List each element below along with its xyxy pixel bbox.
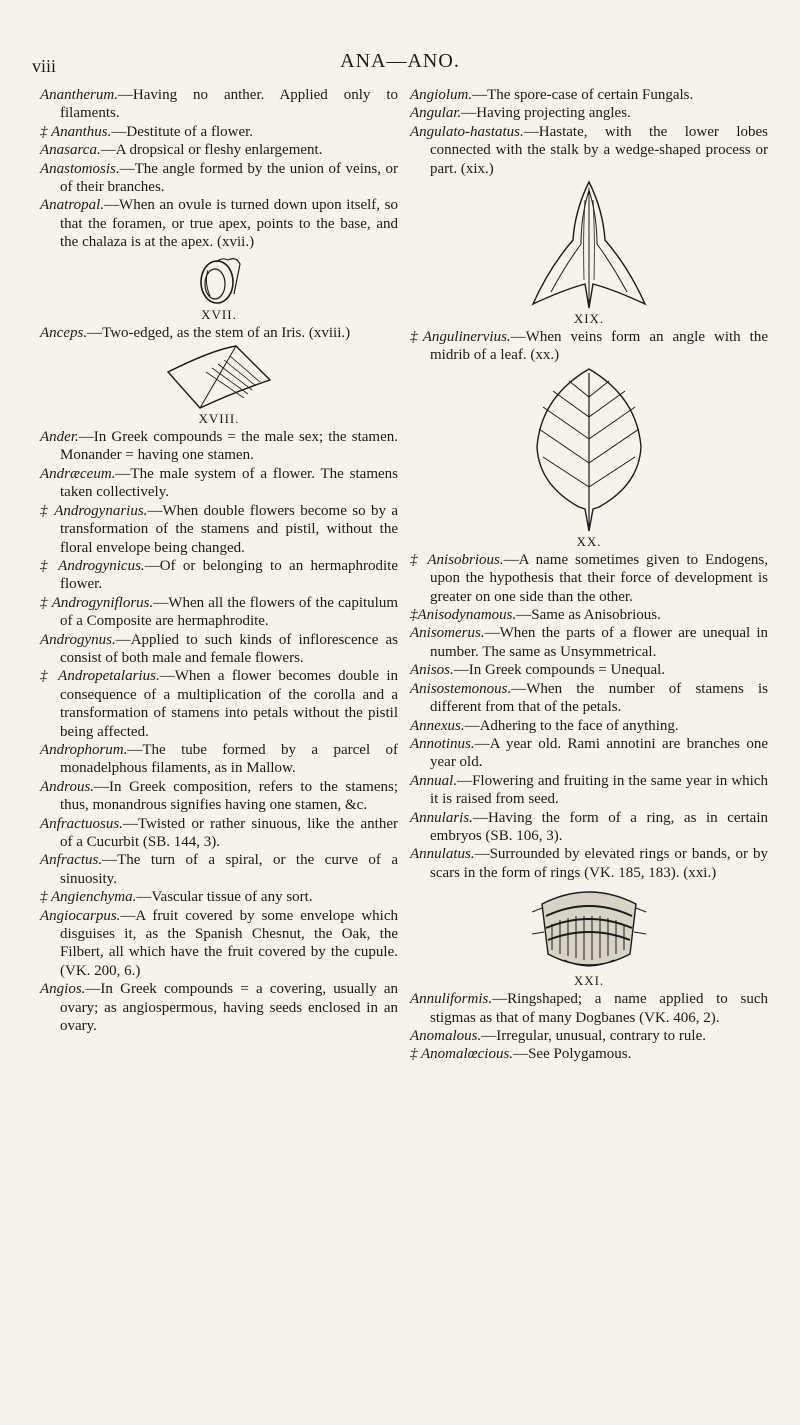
two-edged-stem-illustration (164, 344, 274, 410)
hastate-leaf-illustration (529, 180, 649, 310)
entry-ananthus: ‡ Ananthus.—Destitute of a flower. (40, 123, 254, 140)
entry-anastomosis: Anastomosis.—The angle formed by the union of veins, or of their branches. (40, 160, 398, 196)
entry-annularis: Annularis.—Having the form of a ring, as in certain embryos (SB. 106, 3). (410, 809, 768, 844)
annulate-illustration (524, 884, 654, 972)
entry-angios: Angios.—In Greek compounds = a covering, usually an ovary; as angiospermous, having seeds enclosed in an ovary. (40, 981, 398, 1035)
entry-anomalous: Anomalous.—Irregular, unusual, contrary to rule. (410, 1027, 706, 1044)
entry-androphorum: Androphorum.—The tube formed by a parcel of monadelphous filaments, as in Mallow. (40, 741, 398, 777)
figure-xix (410, 180, 768, 327)
entry-anisos: Anisos.—In Greek compounds = Unequal. (410, 662, 666, 679)
angulinerved-leaf-illustration (529, 367, 649, 533)
entry-androgyniflorus: ‡ Androgyniflorus.—When all the flowers of the capitulum of a Composite are hermaphrodite. (40, 594, 398, 630)
entry-angiocarpus: Angiocarpus.—A fruit covered by some envelope which disguises it, as the Spanish Chesnut, the Oak, the Filbert, all which have the fruit covered by the cupule. (VK. 200, 6.) (40, 907, 398, 979)
entry-annotinus: Annotinus.—A year old. Rami annotini are branches one year old. (410, 735, 768, 771)
page-title: ANA—ANO. (340, 50, 460, 72)
right-column (410, 86, 768, 1064)
entry-anantherum: Anantherum.—Having no anther. Applied only to filaments. (40, 87, 398, 122)
figure-caption: XVIII. (198, 411, 240, 427)
figure-caption: XVII. (201, 306, 237, 322)
entry-androus: Androus.—In Greek composition, refers to the stamens; thus, monandrous signifies having one stamen, &c. (40, 778, 398, 814)
entry-andraeceum: Andræceum.—The male system of a flower. The stamens taken collectively. (40, 465, 398, 501)
entry-annual: Annual.—Flowering and fruiting in the same year in which it is raised from seed. (410, 772, 768, 808)
figure-caption: XX. (576, 533, 602, 549)
figure-xviii (40, 344, 398, 427)
entry-androgynicus: ‡ Androgynicus.—Of or belonging to an hermaphrodite flower. (40, 557, 399, 593)
figure-caption: XIX. (573, 311, 605, 327)
entry-anceps: Anceps.—Two-edged, as the stem of an Iris. (xviii.) (40, 324, 351, 341)
entry-annuliformis: Annuliformis.—Ringshaped; a name applied to such stigmas as that of many Dogbanes (VK. 406, 2). (410, 991, 768, 1026)
entry-angulinervius: ‡Angulinervius.—When veins form an angle with the midrib of a leaf. (xx.) (410, 329, 768, 364)
entry-ander: Ander.—In Greek compounds = the male sex; the stamen. Monander = having one stamen. (40, 429, 398, 464)
entry-anfractus: Anfractus.—The turn of a spiral, or the curve of a sinuosity. (40, 852, 398, 887)
entry-anatropal: Anatropal.—When an ovule is turned down upon itself, so that the foramen, or true apex, points to the base, and the chalaza is at the apex. (xvii.) (40, 197, 398, 251)
entry-androgynarius: ‡ Androgynarius.—When double flowers become so by a transformation of the stamens and pistil, without the floral envelope being changed. (40, 502, 398, 556)
entry-anasarca: Anasarca.—A dropsical or fleshy enlargement. (40, 142, 323, 159)
left-column (40, 86, 398, 1035)
entry-annulatus: Annulatus.—Surrounded by elevated rings or bands, or by scars in the form of rings (VK. 185, 183). (xxi.) (410, 846, 768, 881)
entry-andropetalarius: ‡ Andropetalarius.—When a flower becomes double in consequence of a multiplication of the corolla and a transformation of stamens into petals without the pistil being affected. (40, 668, 399, 740)
entry-angulato-hastatus: Angulato-hastatus.—Hastate, with the lower lobes connected with the stalk by a wedge-shaped process or part. (xix.) (410, 123, 768, 177)
entry-anisobrious: ‡ Anisobrious.—A name sometimes given to Endogens, upon the hypothesis that their force of development is greater on one side than the other. (410, 551, 768, 605)
entry-androgynus: Androgynus.—Applied to such kinds of inflorescence as consist of both male and female flowers. (40, 631, 398, 666)
entry-anisodynamous: ‡Anisodynamous.—Same as Anisobrious. (410, 607, 661, 624)
entry-anomalaecious: ‡ Anomalœcious.—See Polygamous. (410, 1046, 632, 1063)
figure-xxi (410, 884, 768, 989)
entry-angular: Angular.—Having projecting angles. (410, 105, 631, 122)
figure-xx (410, 367, 768, 550)
entry-anisomerus: Anisomerus.—When the parts of a flower are unequal in number. The same as Unsymmetrical. (410, 625, 768, 660)
figure-xvii (40, 254, 398, 323)
entry-anfractuosus: Anfractuosus.—Twisted or rather sinuous, like the anther of a Cucurbit (SB. 144, 3). (40, 815, 398, 850)
entry-angiolum: Angiolum.—The spore-case of certain Fungals. (410, 87, 694, 103)
entry-angienchyma: ‡ Angienchyma.—Vascular tissue of any sort. (40, 889, 313, 906)
page-number: viii (32, 56, 57, 76)
entry-annexus: Annexus.—Adhering to the face of anything. (410, 717, 679, 734)
anatropal-ovule-illustration (194, 254, 244, 306)
entry-anisostemonous: Anisostemonous.—When the number of stamens is different from that of the petals. (410, 680, 768, 716)
figure-caption: XXI. (573, 973, 605, 989)
